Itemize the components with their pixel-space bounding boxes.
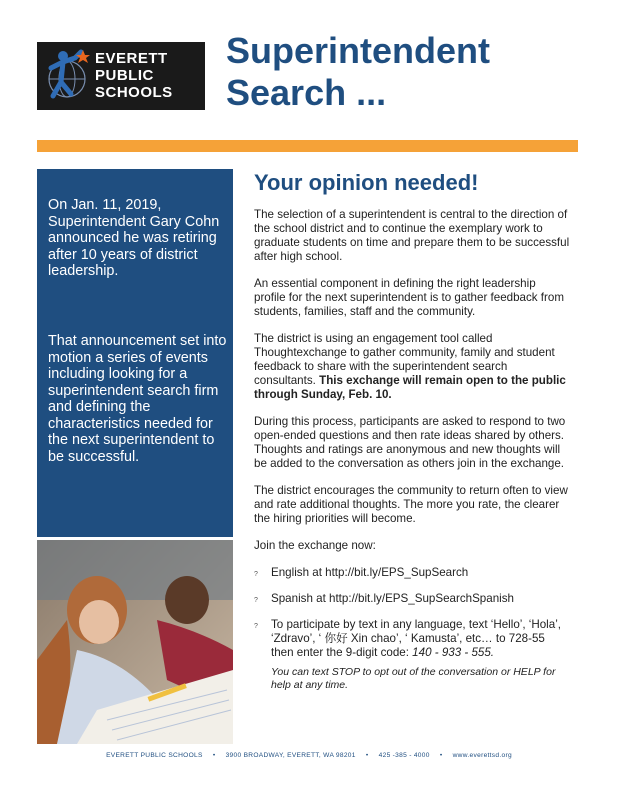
spanish-link-text[interactable]: Spanish at http://bit.ly/EPS_SupSearchSpanish: [271, 592, 514, 605]
join-prompt: Join the exchange now:: [254, 539, 376, 552]
english-link-text[interactable]: English at http://bit.ly/EPS_SupSearch: [271, 566, 469, 579]
student-photo: [37, 540, 233, 744]
footer-dot: •: [439, 752, 443, 759]
text-instructions: To participate by text in any language, text ‘Hello’, ‘Hola’, ‘Zdravo’, ‘ 你好 Xin chao’, ‘ Kamusta’, etc… to 728-55 then enter the 9-digit code:: [271, 618, 562, 659]
logo-figure-icon: [41, 46, 93, 106]
footer-phone: 425 -385 - 4000: [378, 752, 430, 759]
sidebar-panel: [37, 169, 233, 537]
paragraph-5: The district encourages the community to return often to view and rate additional thoughts. The more you rate, the clearer the hiring priorities will become.: [254, 484, 568, 525]
page-footer: [0, 752, 618, 759]
paragraph-4: During this process, participants are asked to respond to two open-ended questions and then rate ideas shared by others. Thoughts and ratings are anonymous and new thoughts will be added to the conversation as others join in the exchange.: [254, 415, 566, 470]
bullet-icon: ?: [254, 571, 258, 578]
paragraph-1: The selection of a superintendent is central to the direction of the school district and to continue the exemplary work to graduate students on time and prepare them to be successful after high school.: [254, 208, 570, 263]
logo-line-3: SCHOOLS: [95, 84, 173, 101]
paragraph-3: [254, 332, 570, 402]
list-item-text: [254, 618, 570, 660]
main-content: [254, 208, 570, 691]
list-item-spanish: [254, 592, 570, 606]
section-heading: Your opinion needed!: [254, 170, 479, 195]
bullet-icon: ?: [254, 623, 258, 630]
title-line-2: Search ...: [226, 72, 387, 113]
district-logo: [37, 42, 205, 110]
paragraph-3-text: The district is using an engagement tool called Thoughtexchange to gather community, family and student feedback to share with the superintendent search consultants.: [254, 332, 555, 387]
logo-line-2: PUBLIC: [95, 67, 154, 84]
text-code: 140 - 933 - 555.: [412, 646, 495, 659]
sidebar-paragraph-1: On Jan. 11, 2019, Superintendent Gary Cohn announced he was retiring after 10 years of district leadership.: [48, 197, 220, 279]
footer-website[interactable]: www.everettsd.org: [452, 752, 512, 759]
paragraph-2: An essential component in defining the right leadership profile for the next superintendent is to gather feedback from students, families, staff and the community.: [254, 277, 564, 318]
orange-divider: [37, 140, 578, 152]
footer-org: EVERETT PUBLIC SCHOOLS: [106, 752, 203, 759]
list-item-english: [254, 566, 570, 580]
logo-wordmark: [95, 50, 173, 101]
bullet-icon: ?: [254, 597, 258, 604]
footer-dot: •: [365, 752, 369, 759]
sidebar-paragraph-2: That announcement set into motion a series of events including looking for a superintendent search firm and defining the characteristics needed for the next superintendent to be successful.: [48, 333, 227, 465]
logo-line-1: EVERETT: [95, 50, 168, 67]
paragraph-3-bold: This exchange will remain open to the public through Sunday, Feb. 10.: [254, 374, 566, 401]
page-title: [226, 30, 586, 114]
footer-dot: •: [212, 752, 216, 759]
footer-address: 3900 BROADWAY, EVERETT, WA 98201: [225, 752, 356, 759]
opt-out-note: You can text STOP to opt out of the conversation or HELP for help at any time.: [271, 666, 556, 691]
exchange-links-list: [254, 566, 570, 660]
title-line-1: Superintendent: [226, 30, 491, 71]
